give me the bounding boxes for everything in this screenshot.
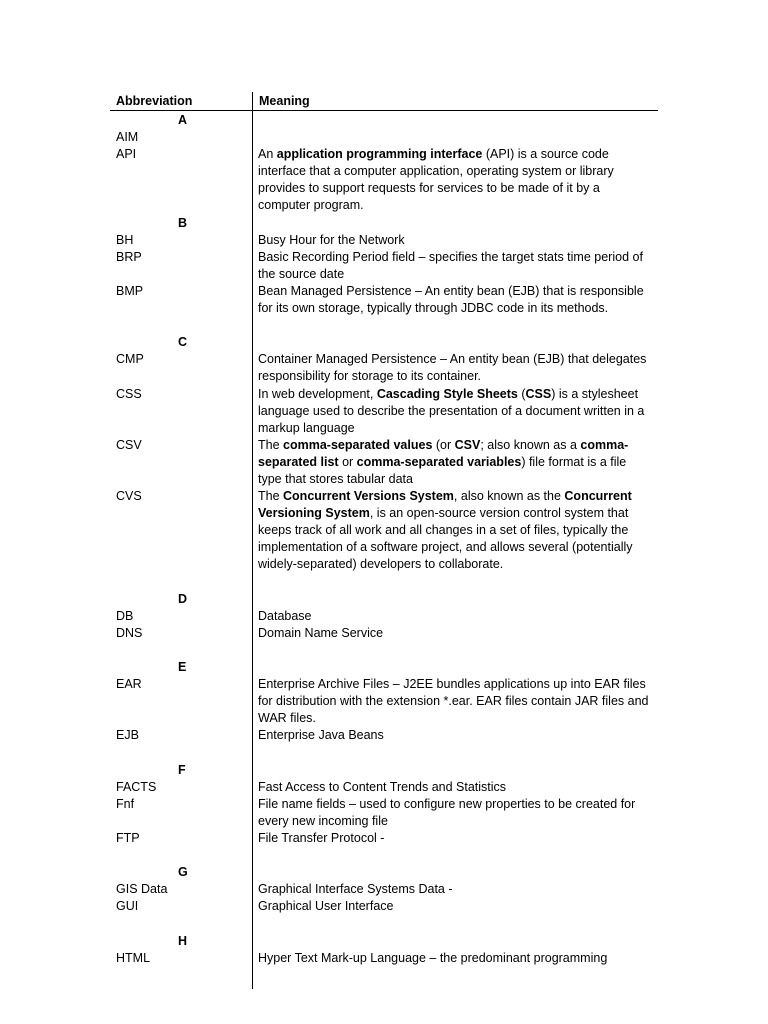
meaning-cell: File Transfer Protocol - xyxy=(258,830,385,845)
meaning-cell: Bean Managed Persistence – An entity bean (EJB) that is responsible for its own storage, typically through JDBC code in its methods. xyxy=(258,283,644,316)
table-row xyxy=(0,779,768,796)
section-letter: A xyxy=(178,113,188,127)
section-letter: H xyxy=(178,933,188,948)
section-letter: D xyxy=(178,591,188,606)
meaning-cell: Fast Access to Content Trends and Statistics xyxy=(258,779,507,794)
table-row xyxy=(0,608,768,625)
header-rule xyxy=(110,110,658,111)
abbreviation-cell: CMP xyxy=(116,352,144,367)
abbreviation-table-body xyxy=(0,112,768,967)
abbreviation-cell: FTP xyxy=(116,830,140,845)
abbreviation-cell: GUI xyxy=(116,899,139,914)
section-letter: B xyxy=(178,215,188,230)
abbreviation-cell: BH xyxy=(116,232,134,247)
abbreviation-cell: API xyxy=(116,147,137,162)
meaning-cell: Graphical User Interface xyxy=(258,899,394,914)
meaning-cell: The Concurrent Versions System, also known as the Concurrent Versioning System, is an open-source version control system that keeps track of all work and all changes in a set of files, typically the implementation of a software project, and allows several (potentially widely-separated) developers to collaborate. xyxy=(258,489,633,572)
section-letter-row xyxy=(0,659,768,676)
meaning-cell: Container Managed Persistence – An entity bean (EJB) that delegates responsibility for storage to its container. xyxy=(258,352,647,384)
section-spacer xyxy=(0,915,768,932)
meaning-cell: Enterprise Archive Files – J2EE bundles applications up into EAR files for distribution with the extension *.ear. EAR files contain JAR files and WAR files. xyxy=(258,677,649,726)
section-spacer xyxy=(0,574,768,591)
abbreviation-cell: DB xyxy=(116,608,134,623)
abbreviation-cell: CVS xyxy=(116,489,142,504)
section-spacer xyxy=(0,317,768,334)
table-row xyxy=(0,727,768,744)
table-row xyxy=(0,830,768,847)
abbreviation-cell: GIS Data xyxy=(116,882,168,897)
abbreviation-cell: BMP xyxy=(116,283,144,298)
table-row xyxy=(0,676,768,727)
meaning-cell: Graphical Interface Systems Data - xyxy=(258,882,453,897)
table-row xyxy=(0,437,768,488)
meaning-column-header: Meaning xyxy=(259,94,310,108)
meaning-cell: Busy Hour for the Network xyxy=(258,232,405,247)
section-letter: F xyxy=(178,762,186,777)
table-row xyxy=(0,283,768,317)
section-spacer xyxy=(0,847,768,864)
table-row xyxy=(0,898,768,915)
section-letter-row xyxy=(0,864,768,881)
table-row xyxy=(0,488,768,573)
meaning-cell: File name fields – used to configure new properties to be created for every new incoming file xyxy=(258,796,636,828)
table-row xyxy=(0,881,768,898)
abbreviation-cell: Fnf xyxy=(116,796,135,811)
abbreviation-cell: CSS xyxy=(116,386,142,401)
meaning-cell: Enterprise Java Beans xyxy=(258,728,384,743)
meaning-cell: In web development, Cascading Style Sheets (CSS) is a stylesheet language used to describe the presentation of a document written in a markup language xyxy=(258,386,645,435)
meaning-cell: An application programming interface (API) is a source code interface that a computer application, operating system or library provides to support requests for services to be made of it by a computer program. xyxy=(258,147,614,213)
meaning-cell: The comma-separated values (or CSV; also known as a comma-separated list or comma-separated variables) file format is a file type that stores tabular data xyxy=(258,437,629,486)
section-spacer xyxy=(0,744,768,761)
table-row xyxy=(0,249,768,283)
abbreviation-cell: AIM xyxy=(116,130,139,145)
table-row xyxy=(0,625,768,642)
meaning-cell: Database xyxy=(258,608,312,623)
abbreviation-cell: FACTS xyxy=(116,779,157,794)
table-row xyxy=(0,232,768,249)
abbreviation-column-header: Abbreviation xyxy=(116,94,193,108)
section-letter-row xyxy=(0,215,768,232)
abbreviation-cell: HTML xyxy=(116,950,151,965)
table-row xyxy=(0,386,768,437)
section-letter-row xyxy=(0,933,768,950)
meaning-cell: Basic Recording Period field – specifies the target stats time period of the source date xyxy=(258,249,643,281)
abbreviation-cell: EJB xyxy=(116,728,139,743)
section-spacer xyxy=(0,642,768,659)
section-letter-row xyxy=(0,591,768,608)
section-letter: C xyxy=(178,335,188,350)
section-letter-row xyxy=(0,334,768,351)
abbreviation-cell: EAR xyxy=(116,677,142,692)
table-row xyxy=(0,129,768,146)
meaning-cell: Domain Name Service xyxy=(258,625,384,640)
section-letter: E xyxy=(178,660,187,674)
section-letter-row xyxy=(0,112,768,129)
abbreviation-cell: BRP xyxy=(116,249,142,264)
meaning-cell: Hyper Text Mark-up Language – the predominant programming xyxy=(258,950,608,965)
table-row xyxy=(0,950,768,967)
abbreviation-cell: DNS xyxy=(116,625,143,640)
meaning-cell xyxy=(258,129,650,146)
table-row xyxy=(0,146,768,214)
table-row xyxy=(0,796,768,830)
section-letter: G xyxy=(178,865,188,880)
table-row xyxy=(0,351,768,385)
abbreviation-cell: CSV xyxy=(116,437,142,452)
section-letter-row xyxy=(0,762,768,779)
